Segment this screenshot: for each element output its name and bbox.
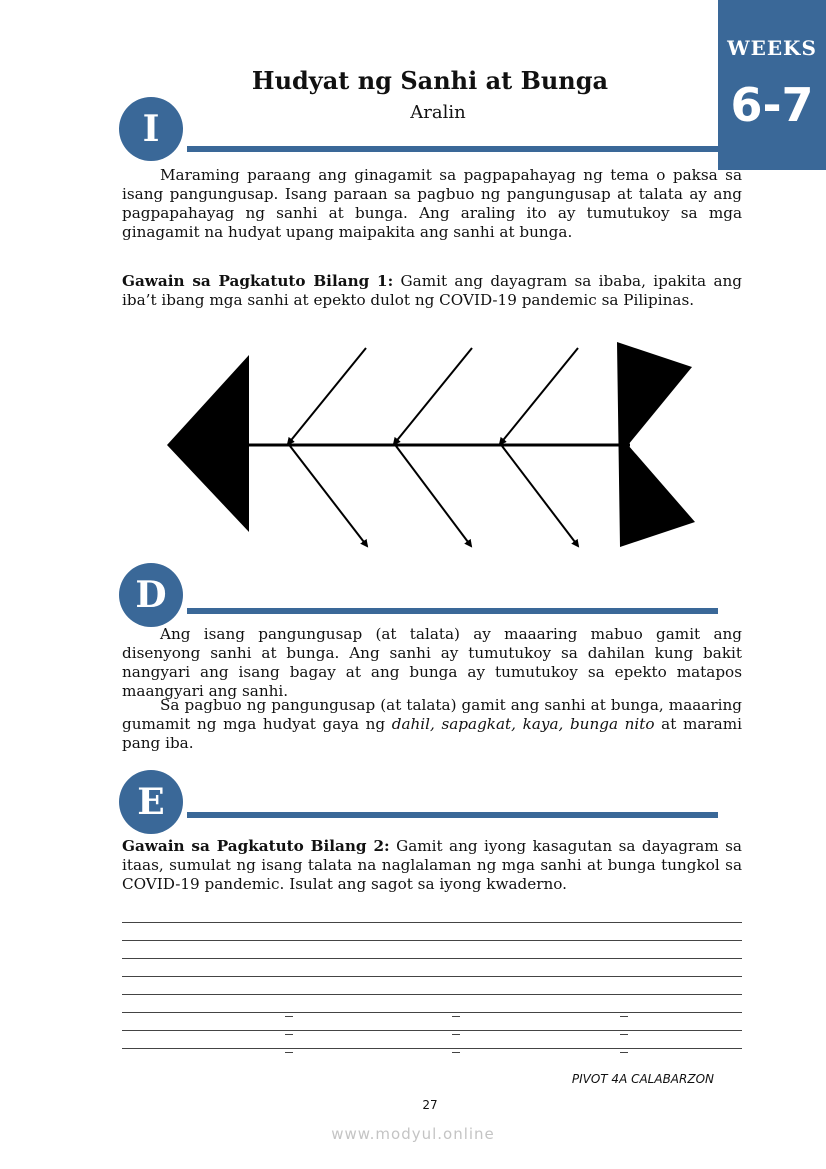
section-d-paragraph-2 [122,696,742,753]
paragraph-2-markers: dahil, sapagkat, kaya, bunga nito [391,715,655,733]
line-mark [452,1052,460,1053]
weeks-number: 6-7 [730,78,814,132]
activity-1-text: Gamit ang dayagram sa ibaba, ipakita ang iba’t ibang mga sanhi at epekto dulot ng COVID-19 pandemic sa Pilipinas. [122,272,743,309]
activity-1-instruction [122,272,742,310]
answer-line [122,976,742,977]
line-mark [620,1052,628,1053]
answer-line [122,1048,742,1049]
answer-line [122,1012,742,1013]
activity-1-label: Gawain sa Pagkatuto Bilang 1: [122,272,394,290]
page-title: Hudyat ng Sanhi at Bunga [251,66,609,95]
section-d-badge: D [119,563,183,627]
page-number: 27 [422,1098,438,1112]
effect-bone-3 [502,446,578,546]
section-i-badge: I [119,97,183,161]
answer-line [122,994,742,995]
effect-bone-1 [290,446,367,546]
section-d-paragraph-1: Ang isang pangungusap (at talata) ay maaaring mabuo gamit ang disenyong sanhi at bunga. Ang sanhi ay tumutukoy sa dahilan kung bakit nangyari ang isang bagay at ang bunga ay tumutukoy sa epekto matapos maangyari ang sanhi. [122,625,742,700]
answer-line [122,1030,742,1031]
activity-2-text: Gamit ang iyong kasagutan sa dayagram sa itaas, sumulat ng isang talata na naglalaman ng mga sanhi at bunga tungkol sa COVID-19 pandemic. Isulat ang sagot sa iyong kwaderno. [122,837,742,893]
activity-2-label: Gawain sa Pagkatuto Bilang 2: [122,837,390,855]
watermark-text: www.modyul.online [331,1125,495,1143]
cause-bone-3 [500,348,578,444]
paragraph-2-end: at marami pang iba. [122,715,742,752]
section-i-rule [187,146,718,152]
weeks-label: WEEKS [727,36,817,60]
section-e-rule [187,812,718,818]
fish-head-shape [167,355,249,532]
cause-bone-2 [394,348,472,444]
answer-line [122,958,742,959]
line-mark [285,1034,293,1035]
line-mark [452,1034,460,1035]
activity-2-instruction [122,837,742,894]
page-subtitle: Aralin [410,102,466,123]
footer-source: PIVOT 4A CALABARZON [571,1072,714,1086]
section-d-rule [187,608,718,614]
line-mark [620,1016,628,1017]
line-mark [452,1016,460,1017]
line-mark [620,1034,628,1035]
answer-line [122,922,742,923]
section-e-badge: E [119,770,183,834]
answer-line [122,940,742,941]
effect-bone-2 [396,446,471,546]
paragraph-2-start: Sa pagbuo ng pangungusap (at talata) gamit ang sanhi at bunga, maaaring gumamit ng mga hudyat gaya ng [122,696,742,733]
cause-bone-1 [288,348,366,444]
line-mark [285,1016,293,1017]
line-mark [285,1052,293,1053]
fishbone-diagram [160,335,705,555]
weeks-badge [718,0,826,170]
section-i-paragraph: Maraming paraang ang ginagamit sa pagpapahayag ng tema o paksa sa isang pangungusap. Isang paraan sa pagbuo ng pangungusap at talata ay ang pagpapahayag ng sanhi at bunga. Ang araling ito ay tumutukoy sa mga ginagamit na hudyat upang maipakita ang sanhi at bunga. [122,166,742,241]
